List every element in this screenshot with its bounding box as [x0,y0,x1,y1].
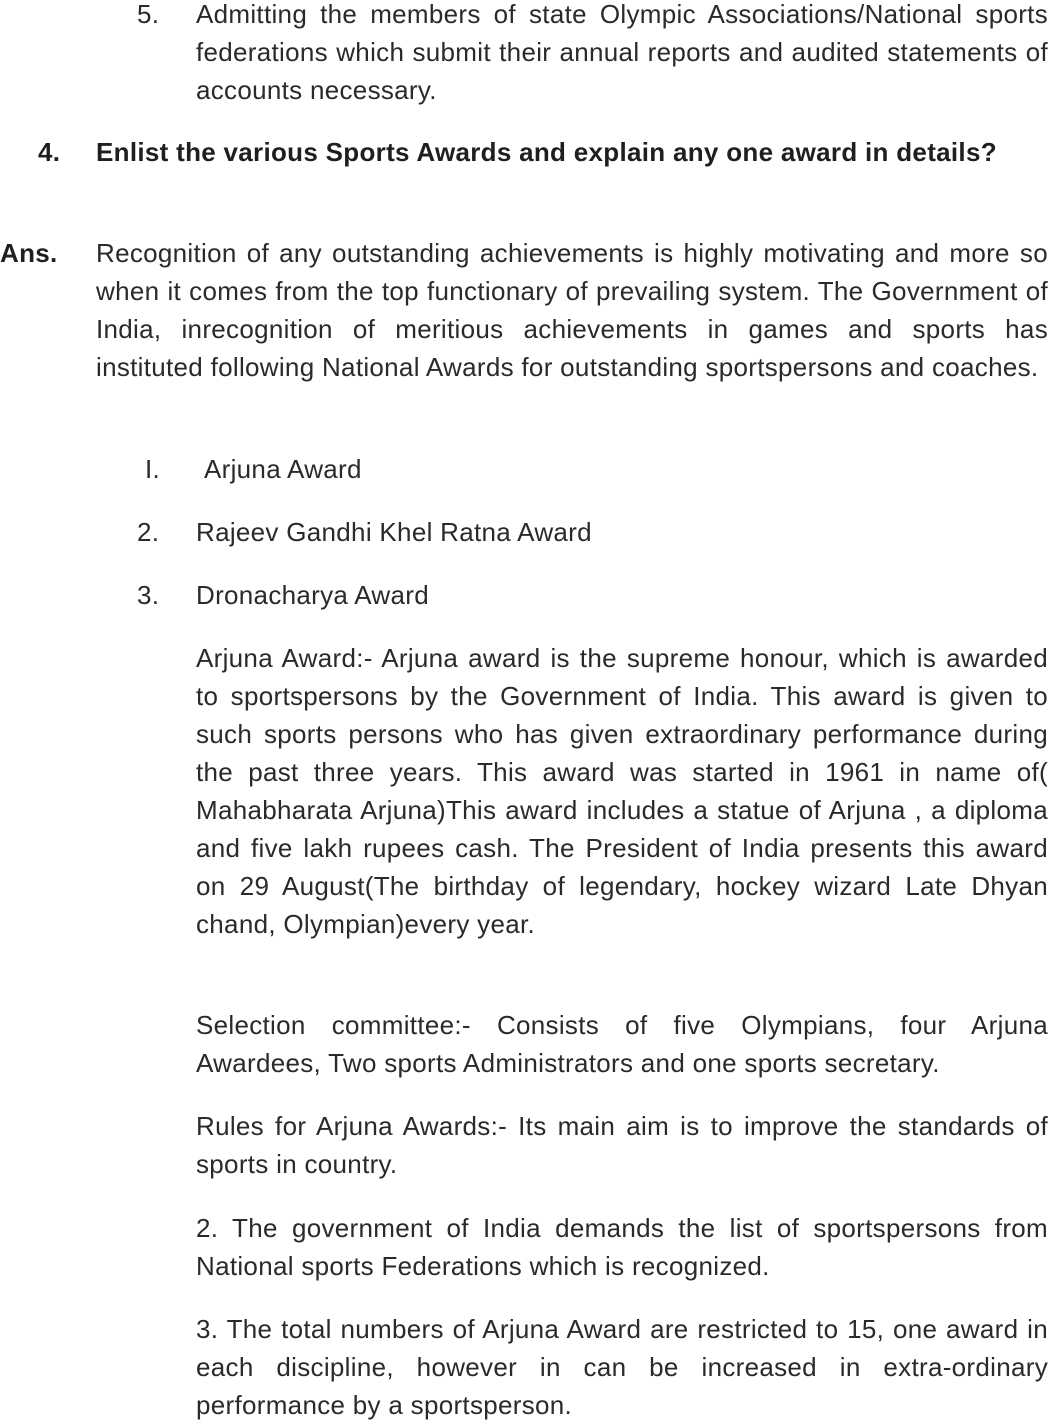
rule-2-paragraph: 2. The government of India demands the list of sportspersons from National sports Federations which is recognized. [196,1213,1048,1281]
rule-3-paragraph: 3. The total numbers of Arjuna Award are restricted to 15, one award in each discipline, however in can be increased in extra-ordinary performance by a sportsperson. [196,1314,1048,1420]
award-number: 2. [137,517,160,547]
question-text: Enlist the various Sports Awards and explain any one award in details? [96,137,997,167]
award-label: Arjuna Award [204,454,362,484]
award-number: I. [145,454,161,484]
list-item-number: 5. [137,0,160,29]
list-item-text: Admitting the members of state Olympic Associations/National sports federations which submit their annual reports and audited statements of accounts necessary. [196,0,1048,105]
answer-label: Ans. [0,238,58,268]
answer-intro-paragraph: Recognition of any outstanding achievements is highly motivating and more so when it comes from the top functionary of prevailing system. The Government of India, inrecognition of meritious achievements in games and sports has instituted following National Awards for outstanding sportspersons and coaches. [96,238,1048,382]
rules-intro-paragraph: Rules for Arjuna Awards:- Its main aim is to improve the standards of sports in country. [196,1111,1048,1179]
arjuna-award-paragraph: Arjuna Award:- Arjuna award is the supreme honour, which is awarded to sportspersons by the Government of India. This award is given to such sports persons who has given extraordinary performance during the past three years. This award was started in 1961 in name of( Mahabharata Arjuna)This award includes a statue of Arjuna , a diploma and five lakh rupees cash. The President of India presents this award on 29 August(The birthday of legendary, hockey wizard Late Dhyan chand, Olympian)every year. [196,643,1048,939]
award-label: Rajeev Gandhi Khel Ratna Award [196,517,592,547]
selection-committee-paragraph: Selection committee:- Consists of five Olympians, four Arjuna Awardees, Two sports Administrators and one sports secretary. [196,1010,1048,1078]
award-label: Dronacharya Award [196,580,429,610]
question-number: 4. [38,137,61,167]
award-number: 3. [137,580,160,610]
